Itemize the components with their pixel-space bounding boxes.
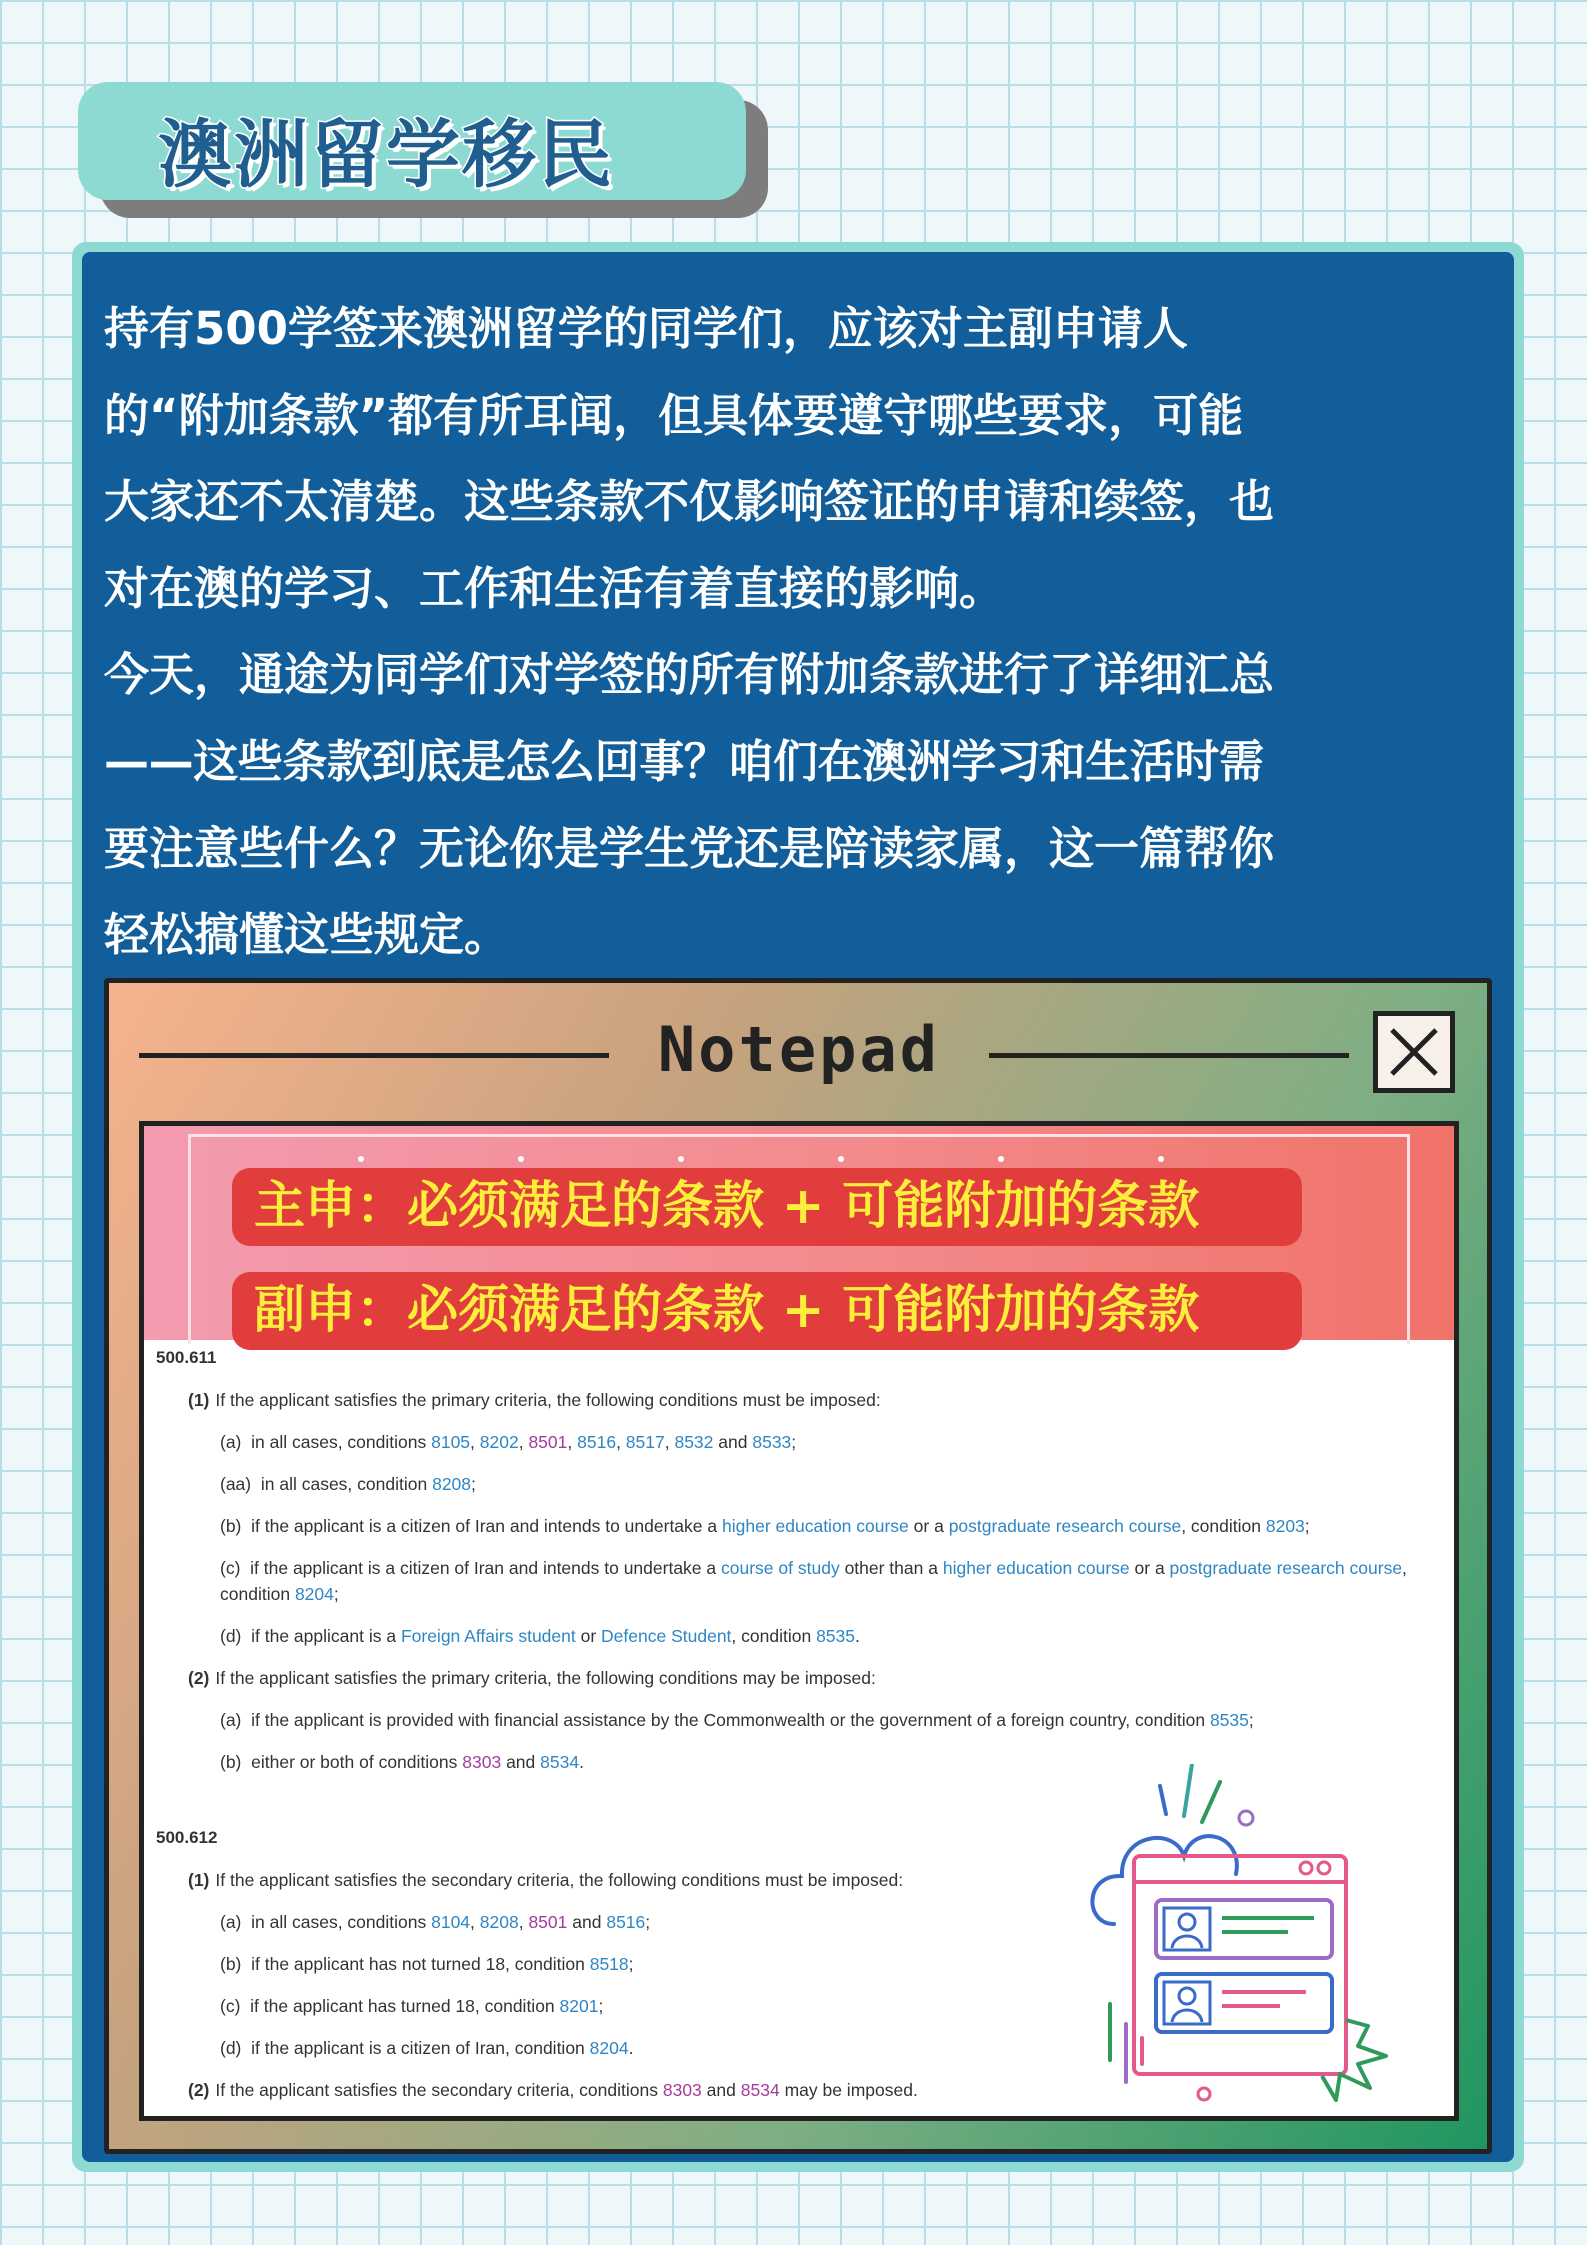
condition-link[interactable]: 8105: [431, 1432, 471, 1452]
condition-link[interactable]: 8208: [479, 1912, 519, 1932]
subclause-continuation: condition 8204;: [220, 1584, 339, 1604]
close-icon: [1386, 1024, 1442, 1080]
close-button[interactable]: [1373, 1011, 1455, 1093]
title-tab: [78, 82, 746, 200]
condition-link[interactable]: 8516: [577, 1432, 617, 1452]
profile-cards-illustration-icon: [1074, 1764, 1404, 2104]
intro-text: [104, 286, 1494, 979]
primary-applicant-label: 主申：必须满足的条款 + 可能附加的条款: [232, 1168, 1302, 1246]
section-heading: 500.612: [156, 1828, 218, 1847]
course-link[interactable]: postgraduate research course: [948, 1516, 1182, 1536]
condition-link[interactable]: 8518: [589, 1954, 629, 1974]
notepad-content: [139, 1121, 1459, 2121]
course-link[interactable]: postgraduate research course: [1169, 1558, 1403, 1578]
subclause: (a) if the applicant is provided with financial assistance by the Commonwealth or the government of a foreign country, condition 8535;: [220, 1710, 1254, 1730]
subclause: (b) if the applicant is a citizen of Iran and intends to undertake a higher education course or a postgraduate research course, condition 8203;: [220, 1516, 1310, 1536]
course-link[interactable]: higher education course: [722, 1516, 909, 1536]
page-title: 澳洲留学移民: [158, 112, 614, 198]
subclause: (a) in all cases, conditions 8104, 8208, 8501 and 8516;: [220, 1912, 651, 1932]
clause: (2) If the applicant satisfies the secondary criteria, conditions 8303 and 8534 may be imposed.: [188, 2080, 918, 2100]
condition-link[interactable]: 8517: [625, 1432, 665, 1452]
condition-link[interactable]: 8516: [606, 1912, 646, 1932]
condition-link[interactable]: 8303: [462, 1752, 502, 1772]
subclause: (aa) in all cases, condition 8208;: [220, 1474, 476, 1494]
subclause: (b) either or both of conditions 8303 and 8534.: [220, 1752, 584, 1772]
condition-link[interactable]: 8535: [1209, 1710, 1249, 1730]
condition-link[interactable]: 8501: [528, 1432, 568, 1452]
intro-line: 轻松搞懂这些规定。: [104, 908, 510, 962]
intro-line: 大家还不太清楚。这些条款不仅影响签证的申请和续签，也: [104, 475, 1275, 529]
condition-link[interactable]: 8534: [740, 2080, 780, 2100]
condition-link[interactable]: 8201: [559, 1996, 599, 2016]
condition-link[interactable]: 8532: [674, 1432, 714, 1452]
intro-line: 对在澳的学习、工作和生活有着直接的影响。: [104, 561, 1005, 615]
intro-line: ——这些条款到底是怎么回事？咱们在澳洲学习和生活时需: [104, 734, 1264, 788]
banner-dot: [518, 1156, 524, 1162]
subclause: (a) in all cases, conditions 8105, 8202, 8501, 8516, 8517, 8532 and 8533;: [220, 1432, 797, 1452]
condition-link[interactable]: 8501: [528, 1912, 568, 1932]
banner-dot: [1158, 1156, 1164, 1162]
banner-dot: [998, 1156, 1004, 1162]
condition-link[interactable]: 8204: [589, 2038, 629, 2058]
subclause: (c) if the applicant has turned 18, condition 8201;: [220, 1996, 604, 2016]
notepad-title: Notepad: [657, 1013, 941, 1086]
condition-link[interactable]: 8303: [662, 2080, 702, 2100]
condition-link[interactable]: 8104: [431, 1912, 471, 1932]
condition-link[interactable]: 8535: [816, 1626, 856, 1646]
subclause: (d) if the applicant is a Foreign Affairs student or Defence Student, condition 8535.: [220, 1626, 860, 1646]
condition-link[interactable]: 8204: [294, 1584, 334, 1604]
secondary-applicant-label: 副申：必须满足的条款 + 可能附加的条款: [232, 1272, 1302, 1350]
condition-link[interactable]: 8534: [540, 1752, 580, 1772]
banner-dot: [678, 1156, 684, 1162]
student-type-link[interactable]: Foreign Affairs student: [400, 1626, 576, 1646]
notepad-window: [104, 978, 1492, 2154]
course-link[interactable]: higher education course: [942, 1558, 1130, 1578]
banner: [144, 1126, 1454, 1340]
clause: (1) If the applicant satisfies the secondary criteria, the following conditions must be imposed:: [188, 1870, 904, 1890]
course-link[interactable]: course of study: [721, 1558, 840, 1578]
clause: (2) If the applicant satisfies the primary criteria, the following conditions may be imposed:: [188, 1668, 876, 1688]
condition-link[interactable]: 8208: [432, 1474, 472, 1494]
intro-line: 的“附加条款”都有所耳闻，但具体要遵守哪些要求，可能: [104, 388, 1244, 442]
title-bar-line: [139, 1053, 609, 1058]
subclause: (b) if the applicant has not turned 18, condition 8518;: [220, 1954, 634, 1974]
subclause: (d) if the applicant is a citizen of Iran, condition 8204.: [220, 2038, 634, 2058]
intro-line: 持有500学签来澳洲留学的同学们，应该对主副申请人: [104, 302, 1188, 355]
condition-link[interactable]: 8533: [752, 1432, 792, 1452]
banner-dot: [838, 1156, 844, 1162]
condition-link[interactable]: 8203: [1265, 1516, 1305, 1536]
student-type-link[interactable]: Defence Student: [601, 1626, 732, 1646]
clause: (1) If the applicant satisfies the primary criteria, the following conditions must be imposed:: [188, 1390, 881, 1410]
intro-line: 今天，通途为同学们对学签的所有附加条款进行了详细汇总: [104, 648, 1275, 702]
title-bar-line: [989, 1053, 1349, 1058]
section-heading: 500.611: [156, 1348, 217, 1367]
intro-line: 要注意些什么？无论你是学生党还是陪读家属，这一篇帮你: [104, 821, 1275, 875]
condition-link[interactable]: 8202: [479, 1432, 519, 1452]
subclause: (c) if the applicant is a citizen of Iran and intends to undertake a course of study other than a higher education course or a postgraduate research course,: [220, 1558, 1407, 1578]
banner-dot: [358, 1156, 364, 1162]
